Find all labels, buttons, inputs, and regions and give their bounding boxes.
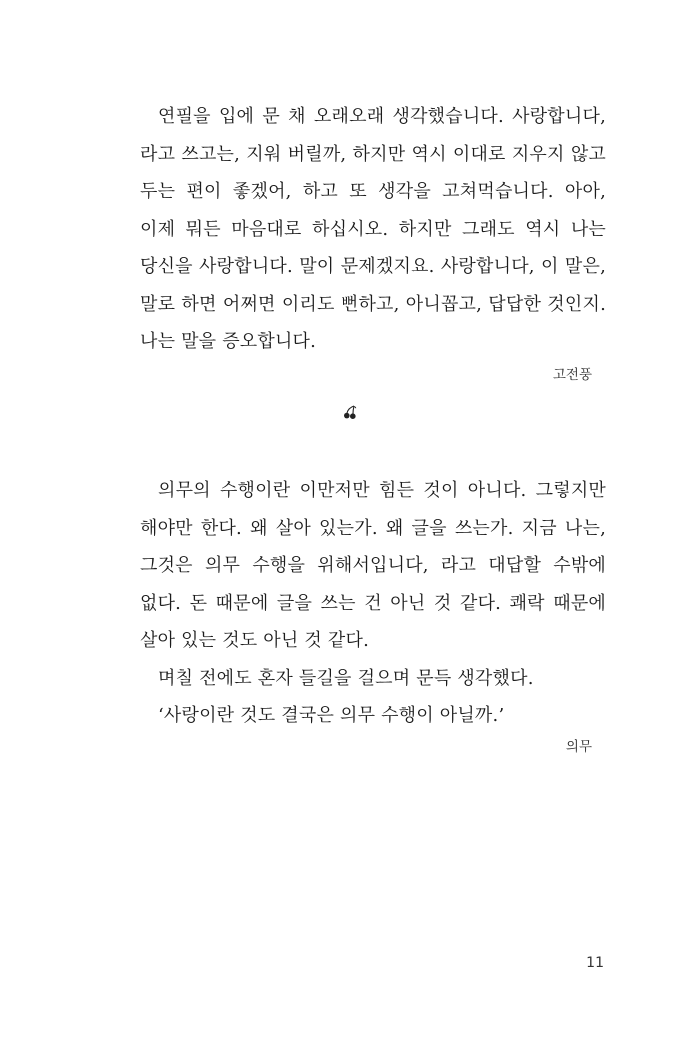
- paragraph: 며칠 전에도 혼자 들길을 걸으며 문득 생각했다.: [158, 667, 534, 689]
- paragraph: ‘사랑이란 것도 결국은 의무 수행이 아닐까.’: [158, 705, 505, 726]
- section-title: 의무: [565, 738, 592, 755]
- cherry-icon: [342, 404, 358, 420]
- essay-section-2: [140, 472, 606, 757]
- paragraph: 연필을 입에 문 채 오래오래 생각했습니다. 사랑합니다, 라고 쓰고는, 지워 버릴까, 하지만 역시 이대로 지우지 않고 두는 편이 좋겠어, 하고 또 생각을 고쳐먹습니다. 아아, 이제 뭐든 마음대로 하십시오. 하지만 그래도 역시 나는 당신을 사랑합니다. 말이 문제겠지요. 사랑합니다, 이 말은, 말로 하면 어쩌면 이리도 뻔하고, 아니꼽고, 답답한 것인지. 나는 말을 증오합니다.: [140, 106, 606, 352]
- section-divider: [0, 404, 700, 428]
- section-title: 고전풍: [552, 366, 592, 383]
- paragraph: 의무의 수행이란 이만저만 힘든 것이 아니다. 그렇지만 해야만 한다. 왜 살아 있는가. 왜 글을 쓰는가. 지금 나는, 그것은 의무 수행을 위해서입니다, 라고 대답할 수밖에 없다. 돈 때문에 글을 쓰는 건 아닌 것 같다. 쾌락 때문에 살아 있는 것도 아닌 것 같다.: [140, 480, 606, 651]
- page-number: 11: [586, 955, 604, 971]
- essay-section-1: [140, 98, 606, 385]
